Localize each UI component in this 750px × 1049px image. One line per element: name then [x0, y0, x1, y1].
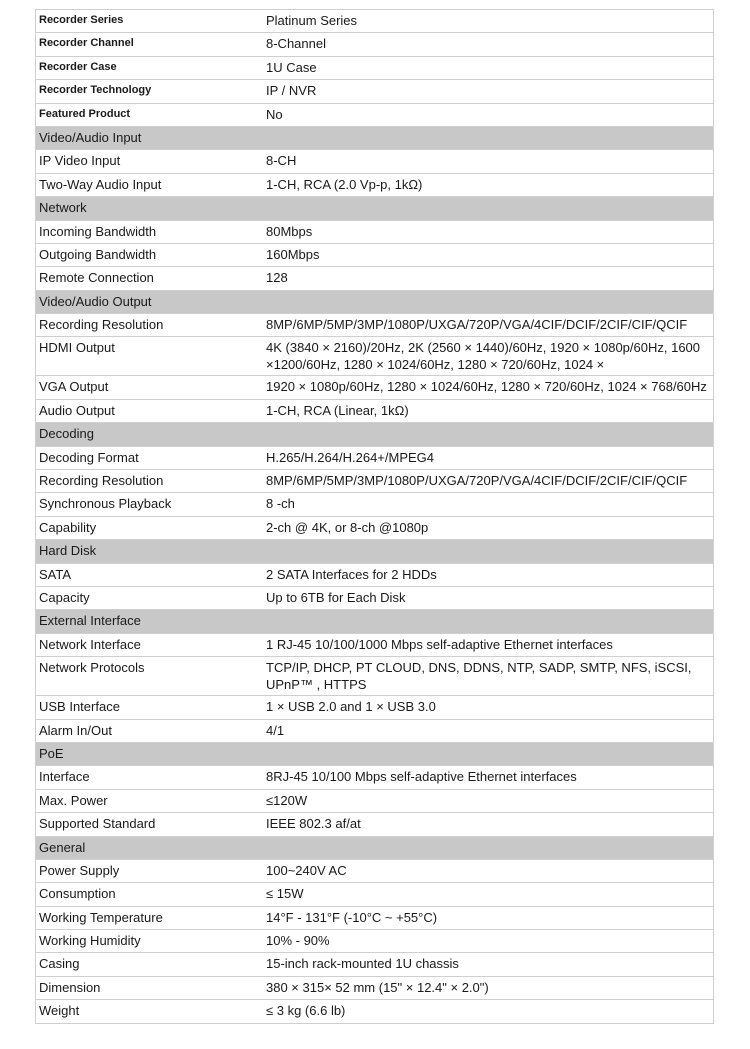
spec-row — [36, 564, 713, 587]
spec-value: ≤120W — [266, 792, 308, 808]
spec-value: ≤ 15W — [266, 886, 304, 902]
section-header — [36, 423, 713, 446]
section-header — [36, 127, 713, 150]
spec-row — [36, 720, 713, 743]
spec-value: Up to 6TB for Each Disk — [266, 589, 406, 605]
spec-label: Working Humidity — [39, 933, 141, 949]
spec-row — [36, 657, 713, 696]
spec-row — [36, 244, 713, 267]
spec-row — [36, 587, 713, 610]
spec-row — [36, 314, 713, 337]
spec-label: Decoding Format — [39, 449, 139, 465]
spec-row — [36, 766, 713, 789]
section-title: Video/Audio Input — [39, 129, 142, 145]
spec-value: 14°F - 131°F (-10°C ~ +55°C) — [266, 909, 438, 925]
spec-row — [36, 860, 713, 883]
spec-label: Weight — [39, 1003, 80, 1019]
spec-row — [36, 977, 713, 1000]
spec-value: 10% - 90% — [266, 933, 330, 949]
spec-value: 1 RJ-45 10/100/1000 Mbps self-adaptive Ethernet interfaces — [266, 636, 613, 652]
section-title: PoE — [39, 745, 64, 761]
spec-row — [36, 696, 713, 719]
spec-label: Outgoing Bandwidth — [39, 246, 157, 262]
spec-label: Remote Connection — [39, 270, 154, 286]
spec-value: 8RJ-45 10/100 Mbps self-adaptive Ethernet interfaces — [266, 769, 577, 785]
summary-row — [36, 104, 713, 127]
section-header — [36, 837, 713, 860]
spec-value: 1920 × 1080p/60Hz, 1280 × 1024/60Hz, 1280 × 720/60Hz, 1024 × 768/60Hz — [266, 379, 707, 395]
spec-label: Incoming Bandwidth — [39, 223, 157, 239]
spec-value: 1 × USB 2.0 and 1 × USB 3.0 — [266, 699, 436, 715]
spec-label: VGA Output — [39, 379, 109, 395]
spec-label: Capability — [39, 519, 97, 535]
spec-label: Recording Resolution — [39, 473, 164, 489]
spec-label: Audio Output — [39, 402, 115, 418]
spec-row — [36, 953, 713, 976]
spec-row — [36, 400, 713, 423]
spec-label: Alarm In/Out — [39, 722, 112, 738]
spec-table — [35, 9, 714, 1024]
spec-label: SATA — [39, 566, 72, 582]
spec-row — [36, 267, 713, 290]
spec-value: 160Mbps — [266, 246, 320, 262]
spec-row — [36, 493, 713, 516]
spec-label: Recorder Channel — [39, 37, 134, 50]
spec-value: IEEE 802.3 af/at — [266, 816, 361, 832]
spec-value: 80Mbps — [266, 223, 313, 239]
spec-row — [36, 221, 713, 244]
spec-value: 8MP/6MP/5MP/3MP/1080P/UXGA/720P/VGA/4CIF/DCIF/2CIF/CIF/QCIF — [266, 473, 688, 489]
section-header — [36, 743, 713, 766]
spec-label: Recorder Series — [39, 14, 124, 26]
spec-value: No — [266, 106, 283, 122]
spec-label: Recording Resolution — [39, 317, 164, 333]
section-title: General — [39, 839, 86, 855]
spec-row — [36, 790, 713, 813]
spec-label: Network Protocols — [39, 660, 145, 676]
spec-label: Consumption — [39, 886, 116, 902]
spec-label: IP Video Input — [39, 153, 121, 169]
spec-value: ≤ 3 kg (6.6 lb) — [266, 1003, 346, 1019]
spec-value: 4K (3840 × 2160)/20Hz, 2K (2560 × 1440)/60Hz, 1920 × 1080p/60Hz, 1600 ×1200/60Hz, 1280 × 1024/60Hz, 1280 × 720/60Hz, 1024 × — [266, 340, 701, 373]
spec-row — [36, 1000, 713, 1023]
spec-row — [36, 150, 713, 173]
spec-row — [36, 907, 713, 930]
section-header — [36, 291, 713, 314]
section-title: External Interface — [39, 613, 141, 629]
spec-label: Capacity — [39, 589, 90, 605]
spec-value: 100~240V AC — [266, 862, 347, 878]
spec-label: Casing — [39, 956, 80, 972]
spec-value: 1U Case — [266, 59, 317, 75]
spec-label: Max. Power — [39, 792, 108, 808]
spec-value: IP / NVR — [266, 83, 317, 99]
spec-label: Dimension — [39, 979, 101, 995]
spec-row — [36, 470, 713, 493]
spec-label: Synchronous Playback — [39, 496, 172, 512]
summary-row — [36, 80, 713, 103]
spec-value: 2-ch @ 4K, or 8-ch @1080p — [266, 519, 429, 535]
spec-row — [36, 930, 713, 953]
spec-label: Two-Way Audio Input — [39, 176, 162, 192]
section-title: Network — [39, 200, 87, 216]
section-title: Hard Disk — [39, 543, 97, 559]
spec-row — [36, 174, 713, 197]
spec-label: HDMI Output — [39, 340, 115, 356]
spec-value: 8-Channel — [266, 36, 326, 52]
spec-row — [36, 634, 713, 657]
spec-label: Power Supply — [39, 862, 120, 878]
spec-label: Recorder Case — [39, 60, 117, 73]
spec-value: 15-inch rack-mounted 1U chassis — [266, 956, 459, 972]
section-header — [36, 610, 713, 633]
spec-row — [36, 376, 713, 399]
summary-row — [36, 10, 713, 33]
section-header — [36, 540, 713, 563]
spec-label: Recorder Technology — [39, 84, 152, 97]
summary-row — [36, 33, 713, 56]
spec-row — [36, 813, 713, 836]
spec-value: 1-CH, RCA (Linear, 1kΩ) — [266, 402, 409, 418]
spec-row — [36, 883, 713, 906]
spec-row — [36, 337, 713, 376]
spec-row — [36, 517, 713, 540]
spec-label: Network Interface — [39, 636, 141, 652]
spec-value: 2 SATA Interfaces for 2 HDDs — [266, 566, 437, 582]
spec-label: Interface — [39, 769, 90, 785]
spec-value: H.265/H.264/H.264+/MPEG4 — [266, 449, 435, 465]
spec-value: TCP/IP, DHCP, PT CLOUD, DNS, DDNS, NTP, SADP, SMTP, NFS, iSCSI, UPnP™ , HTTPS — [266, 660, 692, 693]
section-title: Video/Audio Output — [39, 293, 152, 309]
spec-value: 1-CH, RCA (2.0 Vp-p, 1kΩ) — [266, 176, 423, 192]
spec-value: 380 × 315× 52 mm (15" × 12.4" × 2.0") — [266, 979, 489, 995]
spec-value: 8 -ch — [266, 496, 295, 512]
spec-label: USB Interface — [39, 699, 120, 715]
section-header — [36, 197, 713, 220]
section-title: Decoding — [39, 426, 94, 442]
spec-label: Supported Standard — [39, 816, 156, 832]
spec-label: Working Temperature — [39, 909, 163, 925]
spec-label: Featured Product — [39, 107, 131, 120]
spec-value: 8MP/6MP/5MP/3MP/1080P/UXGA/720P/VGA/4CIF/DCIF/2CIF/CIF/QCIF — [266, 317, 688, 333]
spec-value: Platinum Series — [266, 13, 358, 28]
spec-value: 8-CH — [266, 153, 297, 169]
spec-value: 128 — [266, 270, 288, 286]
summary-row — [36, 57, 713, 80]
spec-row — [36, 447, 713, 470]
spec-value: 4/1 — [266, 722, 285, 738]
